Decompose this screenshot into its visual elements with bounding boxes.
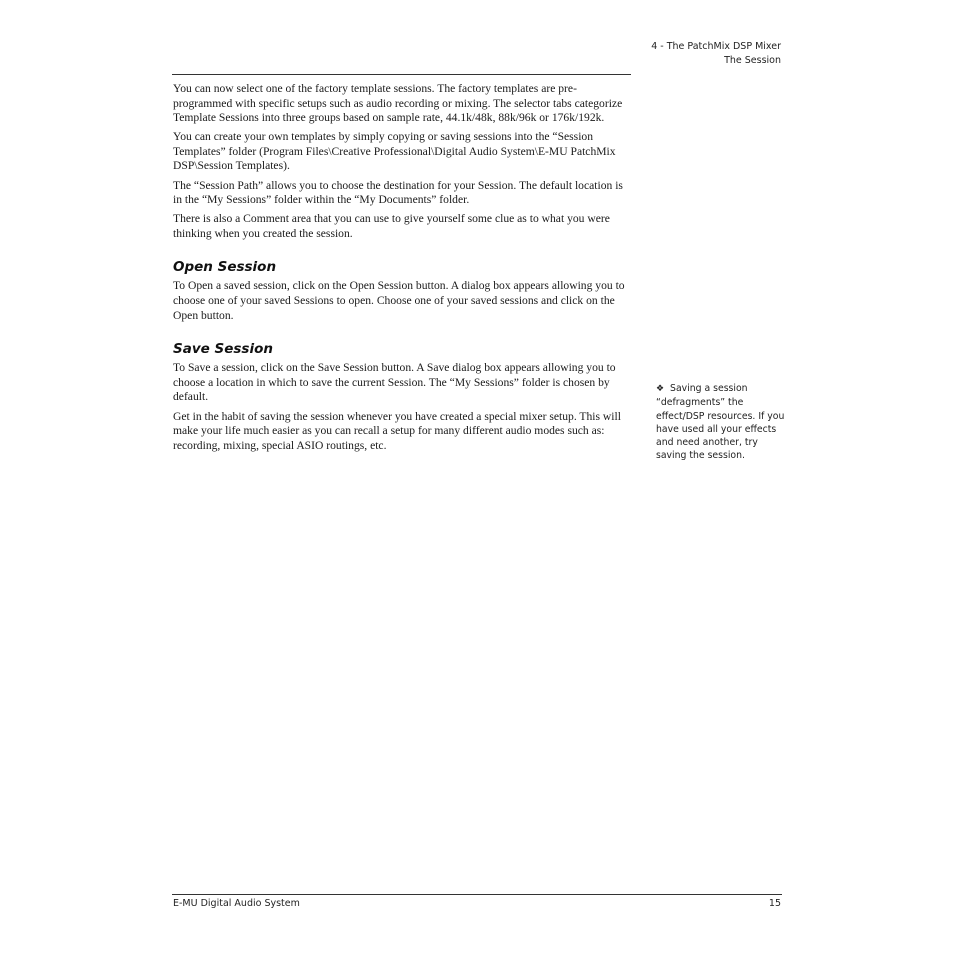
open-session-heading: Open Session bbox=[173, 259, 277, 276]
header-rule bbox=[172, 74, 631, 75]
body-paragraph-4: There is also a Comment area that you can use to give yourself some clue as to what you were thinking when you created the session. bbox=[173, 212, 610, 240]
save-session-paragraph-2: Get in the habit of saving the session whenever you have created a special mixer setup. This will make your life much easier as you can recall a setup for many different audio modes such as: recording, mixing, special ASIO routings, etc. bbox=[173, 409, 621, 452]
body-paragraph-1: You can now select one of the factory template sessions. The factory templates are pre-programmed with specific setups such as audio recording or mixing. The selector tabs categorize Template Sessions into three groups based on sample rate, 44.1k/48k, 88k/96k or 176k/192k. bbox=[173, 82, 623, 125]
header-chapter: 4 - The PatchMix DSP Mixer bbox=[651, 41, 781, 52]
footer-rule bbox=[172, 894, 782, 895]
body-paragraph-3: The “Session Path” allows you to choose the destination for your Session. The default location is in the “My Sessions” folder within the “My Documents” folder. bbox=[173, 178, 623, 207]
save-session-section bbox=[173, 341, 631, 453]
margin-note-text: Saving a session “defragments” the effect/DSP resources. If you have used all your effects and need another, try saving the session. bbox=[656, 383, 785, 462]
open-session-section bbox=[173, 259, 631, 323]
running-header bbox=[651, 40, 781, 67]
diamond-bullet-icon: ❖ bbox=[656, 384, 665, 394]
page-number: 15 bbox=[768, 898, 781, 909]
body-paragraph-2: You can create your own templates by simply copying or saving sessions into the “Session Templates” folder (Program Files\Creative Professional\Digital Audio System\E-MU PatchMix DSP\Session Templates). bbox=[173, 130, 616, 173]
margin-note bbox=[656, 382, 786, 463]
footer-title: E-MU Digital Audio System bbox=[173, 898, 300, 909]
save-session-heading: Save Session bbox=[173, 341, 273, 358]
main-column bbox=[173, 82, 631, 458]
save-session-paragraph-1: To Save a session, click on the Save Session button. A Save dialog box appears allowing you to choose a location in which to save the current Session. The “My Sessions” folder is chosen by default. bbox=[173, 361, 616, 404]
header-section: The Session bbox=[724, 54, 781, 66]
open-session-paragraph-1: To Open a saved session, click on the Open Session button. A dialog box appears allowing you to choose one of your saved Sessions to open. Choose one of your saved sessions and click on the Open button. bbox=[173, 279, 625, 322]
